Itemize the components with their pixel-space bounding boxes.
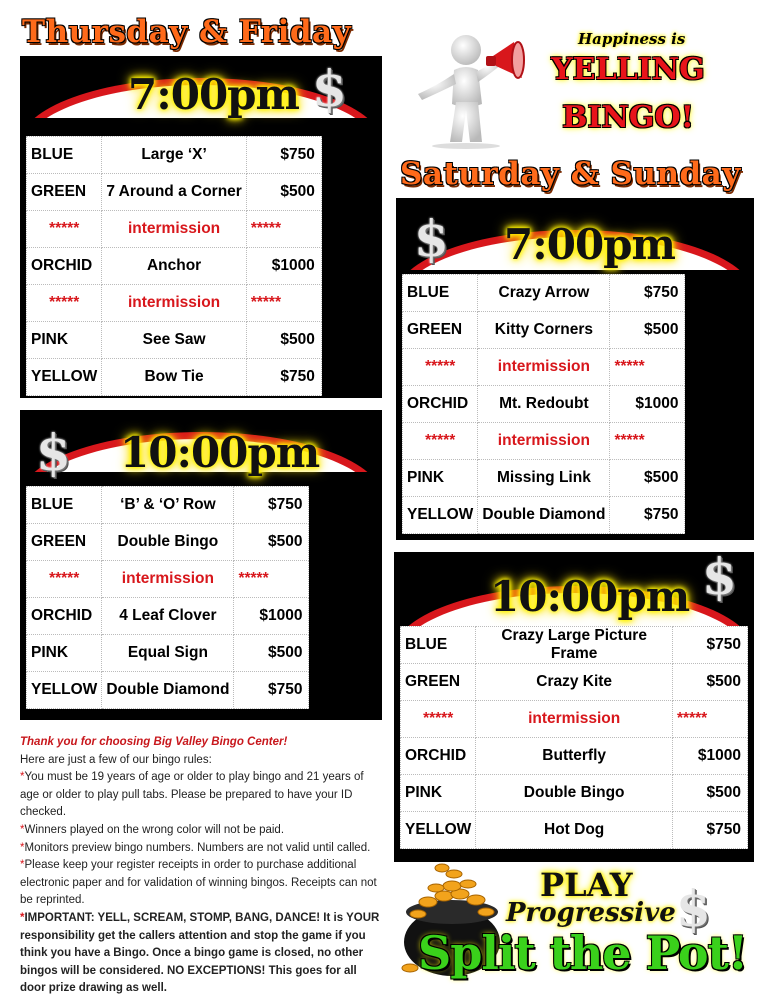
game-pattern: Crazy Large Picture Frame bbox=[476, 627, 673, 664]
star-separator: ***** bbox=[673, 701, 748, 738]
prize-amount: $500 bbox=[673, 775, 748, 812]
game-row bbox=[27, 248, 322, 285]
schedule-table bbox=[402, 274, 685, 534]
game-row bbox=[401, 775, 748, 812]
prize-amount: $1000 bbox=[246, 248, 321, 285]
dollar-icon: $ bbox=[414, 209, 449, 268]
game-pattern: 7 Around a Corner bbox=[102, 174, 247, 211]
intermission-label: intermission bbox=[102, 561, 234, 598]
game-row bbox=[403, 497, 685, 534]
rules-section bbox=[20, 734, 382, 998]
game-pattern: Double Diamond bbox=[478, 497, 610, 534]
thu-fri-10pm-panel bbox=[20, 410, 382, 720]
rule-item: *Monitors preview bingo numbers. Numbers are not valid until called. bbox=[20, 841, 371, 854]
game-pattern: Butterfly bbox=[476, 738, 673, 775]
game-pattern: Double Bingo bbox=[476, 775, 673, 812]
game-pattern: ‘B’ & ‘O’ Row bbox=[102, 487, 234, 524]
game-pattern: Double Diamond bbox=[102, 672, 234, 709]
game-pattern: Hot Dog bbox=[476, 812, 673, 849]
time-label: 7:00pm bbox=[128, 70, 299, 119]
star-separator: ***** bbox=[246, 285, 321, 322]
rule-important: *IMPORTANT: YELL, SCREAM, STOMP, BANG, DANCE! It is YOUR responsibility get the callers attention and stop the game if you think you have a Bingo. Once a bingo game is closed, no other bingos will be considered. NO EXCEPTIONS! This goes for all door prize drawing as well. bbox=[20, 911, 380, 995]
game-row bbox=[401, 812, 748, 849]
star-separator: ***** bbox=[27, 285, 102, 322]
card-color: YELLOW bbox=[403, 497, 478, 534]
game-row bbox=[27, 322, 322, 359]
rules-intro: Here are just a few of our bingo rules: bbox=[20, 753, 212, 766]
sat-sun-10pm-panel bbox=[394, 547, 754, 862]
prize-amount: $500 bbox=[610, 460, 685, 497]
star-separator: ***** bbox=[610, 423, 685, 460]
prize-amount: $500 bbox=[673, 664, 748, 701]
game-row bbox=[27, 635, 309, 672]
card-color: ORCHID bbox=[27, 598, 102, 635]
yelling-text: YELLING bbox=[551, 52, 705, 87]
game-row bbox=[403, 312, 685, 349]
game-pattern: Crazy Arrow bbox=[478, 275, 610, 312]
game-row bbox=[403, 460, 685, 497]
star-separator: ***** bbox=[403, 423, 478, 460]
split-the-pot-text: Split the Pot! bbox=[418, 926, 748, 980]
star-separator: ***** bbox=[246, 211, 321, 248]
heading-thursday-friday: Thursday & Friday bbox=[22, 14, 352, 50]
game-pattern: Crazy Kite bbox=[476, 664, 673, 701]
intermission-label: intermission bbox=[478, 349, 610, 386]
sat-sun-7pm-panel bbox=[396, 198, 754, 540]
prize-amount: $750 bbox=[246, 359, 321, 396]
play-text: PLAY bbox=[540, 866, 633, 904]
megaphone-figure-icon bbox=[410, 28, 532, 150]
rule-item: *You must be 19 years of age or older to play bingo and 21 years of age or older to play pull tabs. Please be prepared to have your ID checked. bbox=[20, 771, 364, 819]
prize-amount: $500 bbox=[246, 174, 321, 211]
game-pattern: Anchor bbox=[102, 248, 247, 285]
game-pattern: Kitty Corners bbox=[478, 312, 610, 349]
card-color: GREEN bbox=[401, 664, 476, 701]
star-separator: ***** bbox=[27, 561, 102, 598]
rule-item: *Please keep your register receipts in order to purchase additional electronic paper and for validation of winning bingos. Receipts can not be reprinted. bbox=[20, 859, 377, 907]
prize-amount: $1000 bbox=[234, 598, 309, 635]
prize-amount: $1000 bbox=[673, 738, 748, 775]
intermission-row bbox=[403, 423, 685, 460]
star-separator: ***** bbox=[610, 349, 685, 386]
prize-amount: $500 bbox=[246, 322, 321, 359]
card-color: PINK bbox=[401, 775, 476, 812]
game-row bbox=[403, 386, 685, 423]
rule-item: *Winners played on the wrong color will not be paid. bbox=[20, 823, 285, 836]
intermission-row bbox=[27, 211, 322, 248]
star-separator: ***** bbox=[401, 701, 476, 738]
card-color: PINK bbox=[27, 322, 102, 359]
game-row bbox=[27, 524, 309, 561]
card-color: YELLOW bbox=[27, 359, 102, 396]
game-pattern: Bow Tie bbox=[102, 359, 247, 396]
game-row bbox=[27, 487, 309, 524]
card-color: PINK bbox=[27, 635, 102, 672]
game-pattern: 4 Leaf Clover bbox=[102, 598, 234, 635]
card-color: PINK bbox=[403, 460, 478, 497]
heading-saturday-sunday: Saturday & Sunday bbox=[400, 156, 741, 192]
game-row bbox=[27, 137, 322, 174]
happiness-is-text: Happiness is bbox=[578, 30, 686, 48]
time-label: 10:00pm bbox=[120, 428, 320, 477]
game-pattern: Large ‘X’ bbox=[102, 137, 247, 174]
bingo-text: BINGO! bbox=[562, 100, 694, 135]
card-color: GREEN bbox=[27, 174, 102, 211]
star-separator: ***** bbox=[234, 561, 309, 598]
card-color: YELLOW bbox=[27, 672, 102, 709]
thu-fri-7pm-panel bbox=[20, 56, 382, 398]
intermission-row bbox=[403, 349, 685, 386]
prize-amount: $750 bbox=[246, 137, 321, 174]
dollar-icon: $ bbox=[36, 423, 71, 482]
intermission-row bbox=[27, 561, 309, 598]
dollar-icon: $ bbox=[312, 59, 347, 118]
game-row bbox=[401, 738, 748, 775]
prize-amount: $500 bbox=[234, 635, 309, 672]
prize-amount: $750 bbox=[610, 497, 685, 534]
dollar-icon: $ bbox=[702, 547, 737, 606]
game-pattern: Equal Sign bbox=[102, 635, 234, 672]
intermission-label: intermission bbox=[102, 285, 247, 322]
intermission-label: intermission bbox=[102, 211, 247, 248]
prize-amount: $750 bbox=[673, 627, 748, 664]
game-pattern: Mt. Redoubt bbox=[478, 386, 610, 423]
card-color: BLUE bbox=[27, 137, 102, 174]
intermission-label: intermission bbox=[476, 701, 673, 738]
game-pattern: Double Bingo bbox=[102, 524, 234, 561]
game-row bbox=[403, 275, 685, 312]
card-color: GREEN bbox=[27, 524, 102, 561]
intermission-row bbox=[27, 285, 322, 322]
schedule-table bbox=[26, 136, 322, 396]
game-pattern: See Saw bbox=[102, 322, 247, 359]
card-color: BLUE bbox=[403, 275, 478, 312]
prize-amount: $750 bbox=[673, 812, 748, 849]
game-row bbox=[27, 598, 309, 635]
prize-amount: $500 bbox=[234, 524, 309, 561]
game-row bbox=[27, 359, 322, 396]
prize-amount: $750 bbox=[234, 487, 309, 524]
game-pattern: Missing Link bbox=[478, 460, 610, 497]
thanks-line: Thank you for choosing Big Valley Bingo Center! bbox=[20, 736, 288, 748]
prize-amount: $1000 bbox=[610, 386, 685, 423]
schedule-table bbox=[26, 486, 309, 709]
card-color: ORCHID bbox=[27, 248, 102, 285]
game-row bbox=[27, 672, 309, 709]
card-color: GREEN bbox=[403, 312, 478, 349]
prize-amount: $750 bbox=[610, 275, 685, 312]
star-separator: ***** bbox=[403, 349, 478, 386]
intermission-row bbox=[401, 701, 748, 738]
progressive-text: Progressive bbox=[506, 898, 676, 928]
card-color: ORCHID bbox=[401, 738, 476, 775]
prize-amount: $500 bbox=[610, 312, 685, 349]
game-row bbox=[401, 627, 748, 664]
card-color: YELLOW bbox=[401, 812, 476, 849]
game-row bbox=[27, 174, 322, 211]
card-color: ORCHID bbox=[403, 386, 478, 423]
prize-amount: $750 bbox=[234, 672, 309, 709]
star-separator: ***** bbox=[27, 211, 102, 248]
time-label: 7:00pm bbox=[504, 220, 675, 269]
dollar-icon: $ bbox=[676, 879, 711, 938]
game-row bbox=[401, 664, 748, 701]
card-color: BLUE bbox=[401, 627, 476, 664]
intermission-label: intermission bbox=[478, 423, 610, 460]
card-color: BLUE bbox=[27, 487, 102, 524]
time-label: 10:00pm bbox=[490, 572, 690, 621]
schedule-table bbox=[400, 626, 748, 849]
